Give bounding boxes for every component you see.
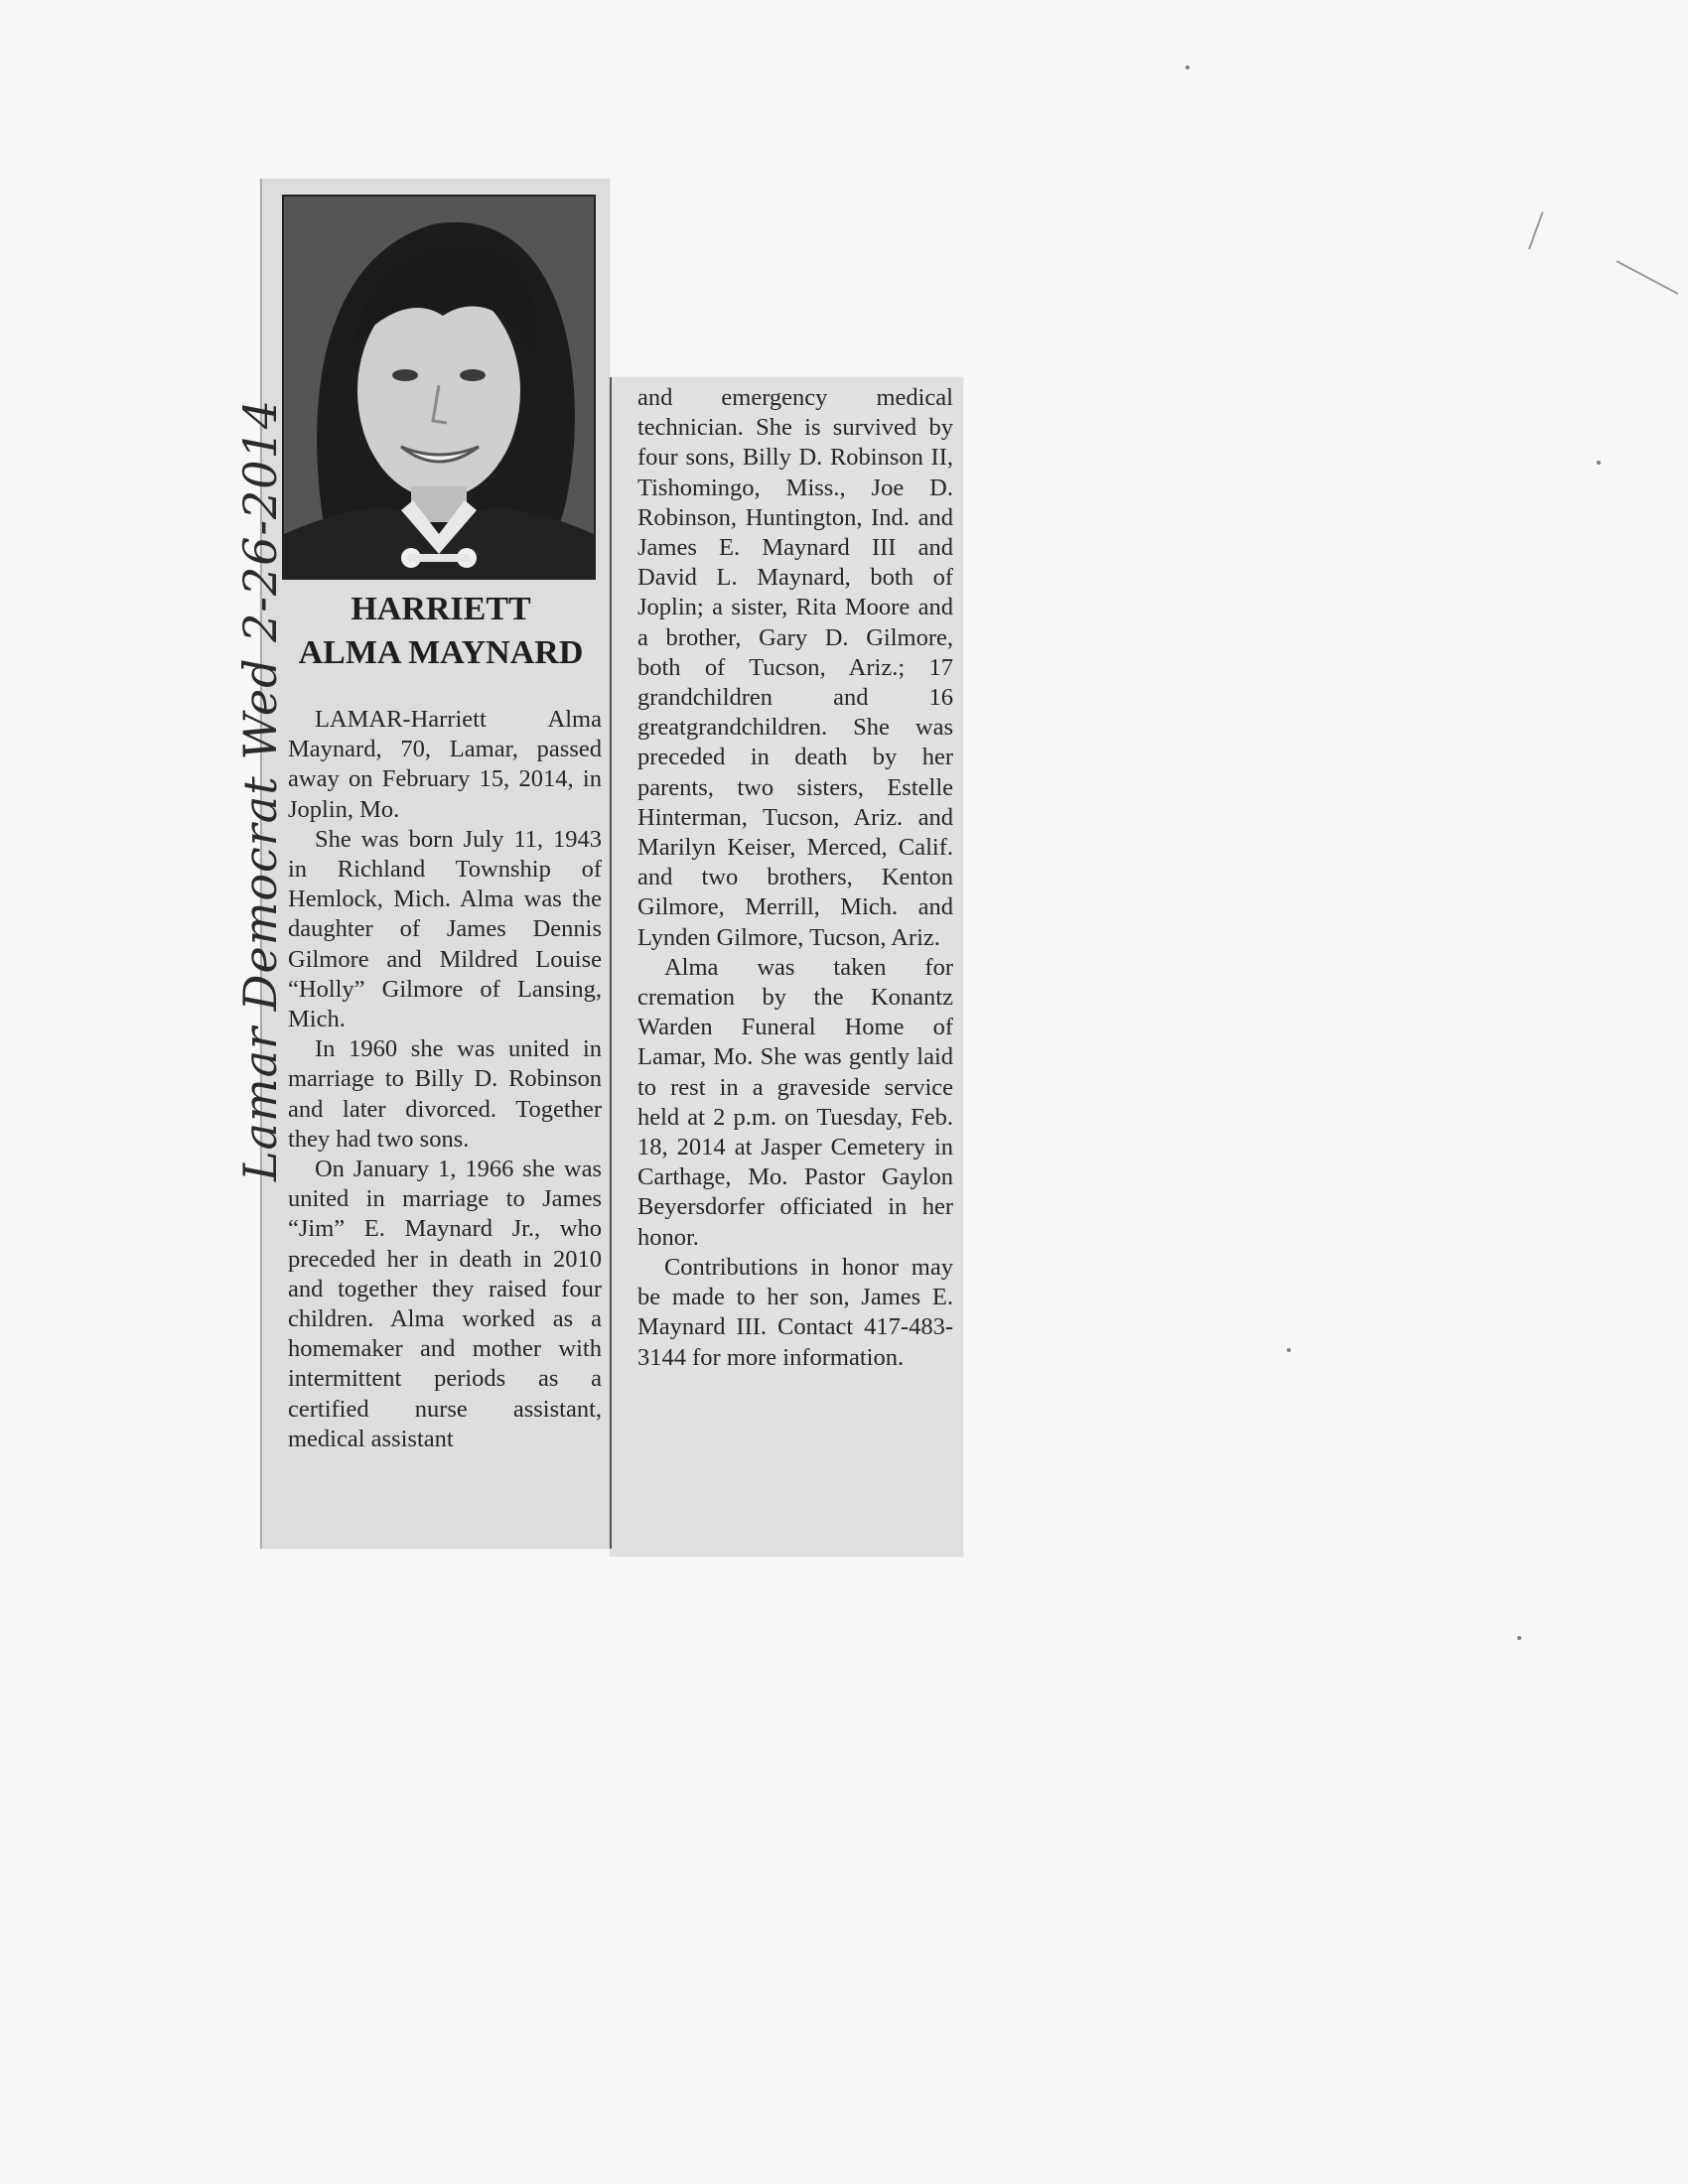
scan-speck [1597, 461, 1601, 465]
paragraph: On January 1, 1966 she was united in marriage to James “Jim” E. Maynard Jr., who preceded her in death in 2010 and together they raised four children. Alma worked as a homemaker and mother with intermittent periods as a certified nurse assistant, medical assistant [288, 1156, 602, 1452]
paragraph: Contributions in honor may be made to her son, James E. Maynard III. Contact 417-483-3144 for more information. [637, 1253, 953, 1371]
scan-speck [1517, 1636, 1521, 1640]
scan-mark [1528, 211, 1544, 249]
headline-line-1: HARRIETT [351, 591, 531, 627]
paragraph: and emergency medical technician. She is survived by four sons, Billy D. Robinson II, Tishomingo, Miss., Joe D. Robinson, Huntington, Ind. and James E. Maynard III and David L. Maynard, both of Joplin; a sister, Rita Moore and a brother, Gary D. Gilmore, both of Tucson, Ariz.; 17 grandchildren and 16 greatgrandchildren. She was preceded in death by her parents, two sisters, Estelle Hinterman, Tucson, Ariz. and Marilyn Keiser, Merced, Calif. and two brothers, Kenton Gilmore, Merrill, Mich. and Lynden Gilmore, Tucson, Ariz. [637, 384, 953, 951]
obituary-text-left-column [288, 705, 602, 1454]
handwritten-date-note: Lamar Democrat Wed 2-26-2014 [233, 398, 287, 1181]
column-divider [610, 377, 612, 1549]
obituary-headline [282, 588, 600, 675]
portrait-image [284, 197, 594, 578]
scan-speck [1186, 66, 1190, 69]
headline-line-2: ALMA MAYNARD [298, 634, 584, 671]
paragraph: Alma was taken for cremation by the Konantz Warden Funeral Home of Lamar, Mo. She was gently laid to rest in a graveside service held at 2 p.m. on Tuesday, Feb. 18, 2014 at Jasper Cemetery in Carthage, Mo. Pastor Gaylon Beyersdorfer officiated in her honor. [637, 953, 953, 1251]
obituary-text-right-column [637, 383, 953, 1373]
scan-speck [1287, 1348, 1291, 1352]
paragraph: In 1960 she was united in marriage to Billy D. Robinson and later divorced. Together they had two sons. [288, 1035, 602, 1153]
paragraph: She was born July 11, 1943 in Richland Township of Hemlock, Mich. Alma was the daughter of James Dennis Gilmore and Mildred Louise “Holly” Gilmore of Lansing, Mich. [288, 825, 602, 1033]
paragraph: LAMAR-Harriett Alma Maynard, 70, Lamar, passed away on February 15, 2014, in Joplin, Mo. [288, 706, 602, 823]
portrait-photo [282, 195, 596, 580]
scan-mark [1617, 260, 1679, 295]
